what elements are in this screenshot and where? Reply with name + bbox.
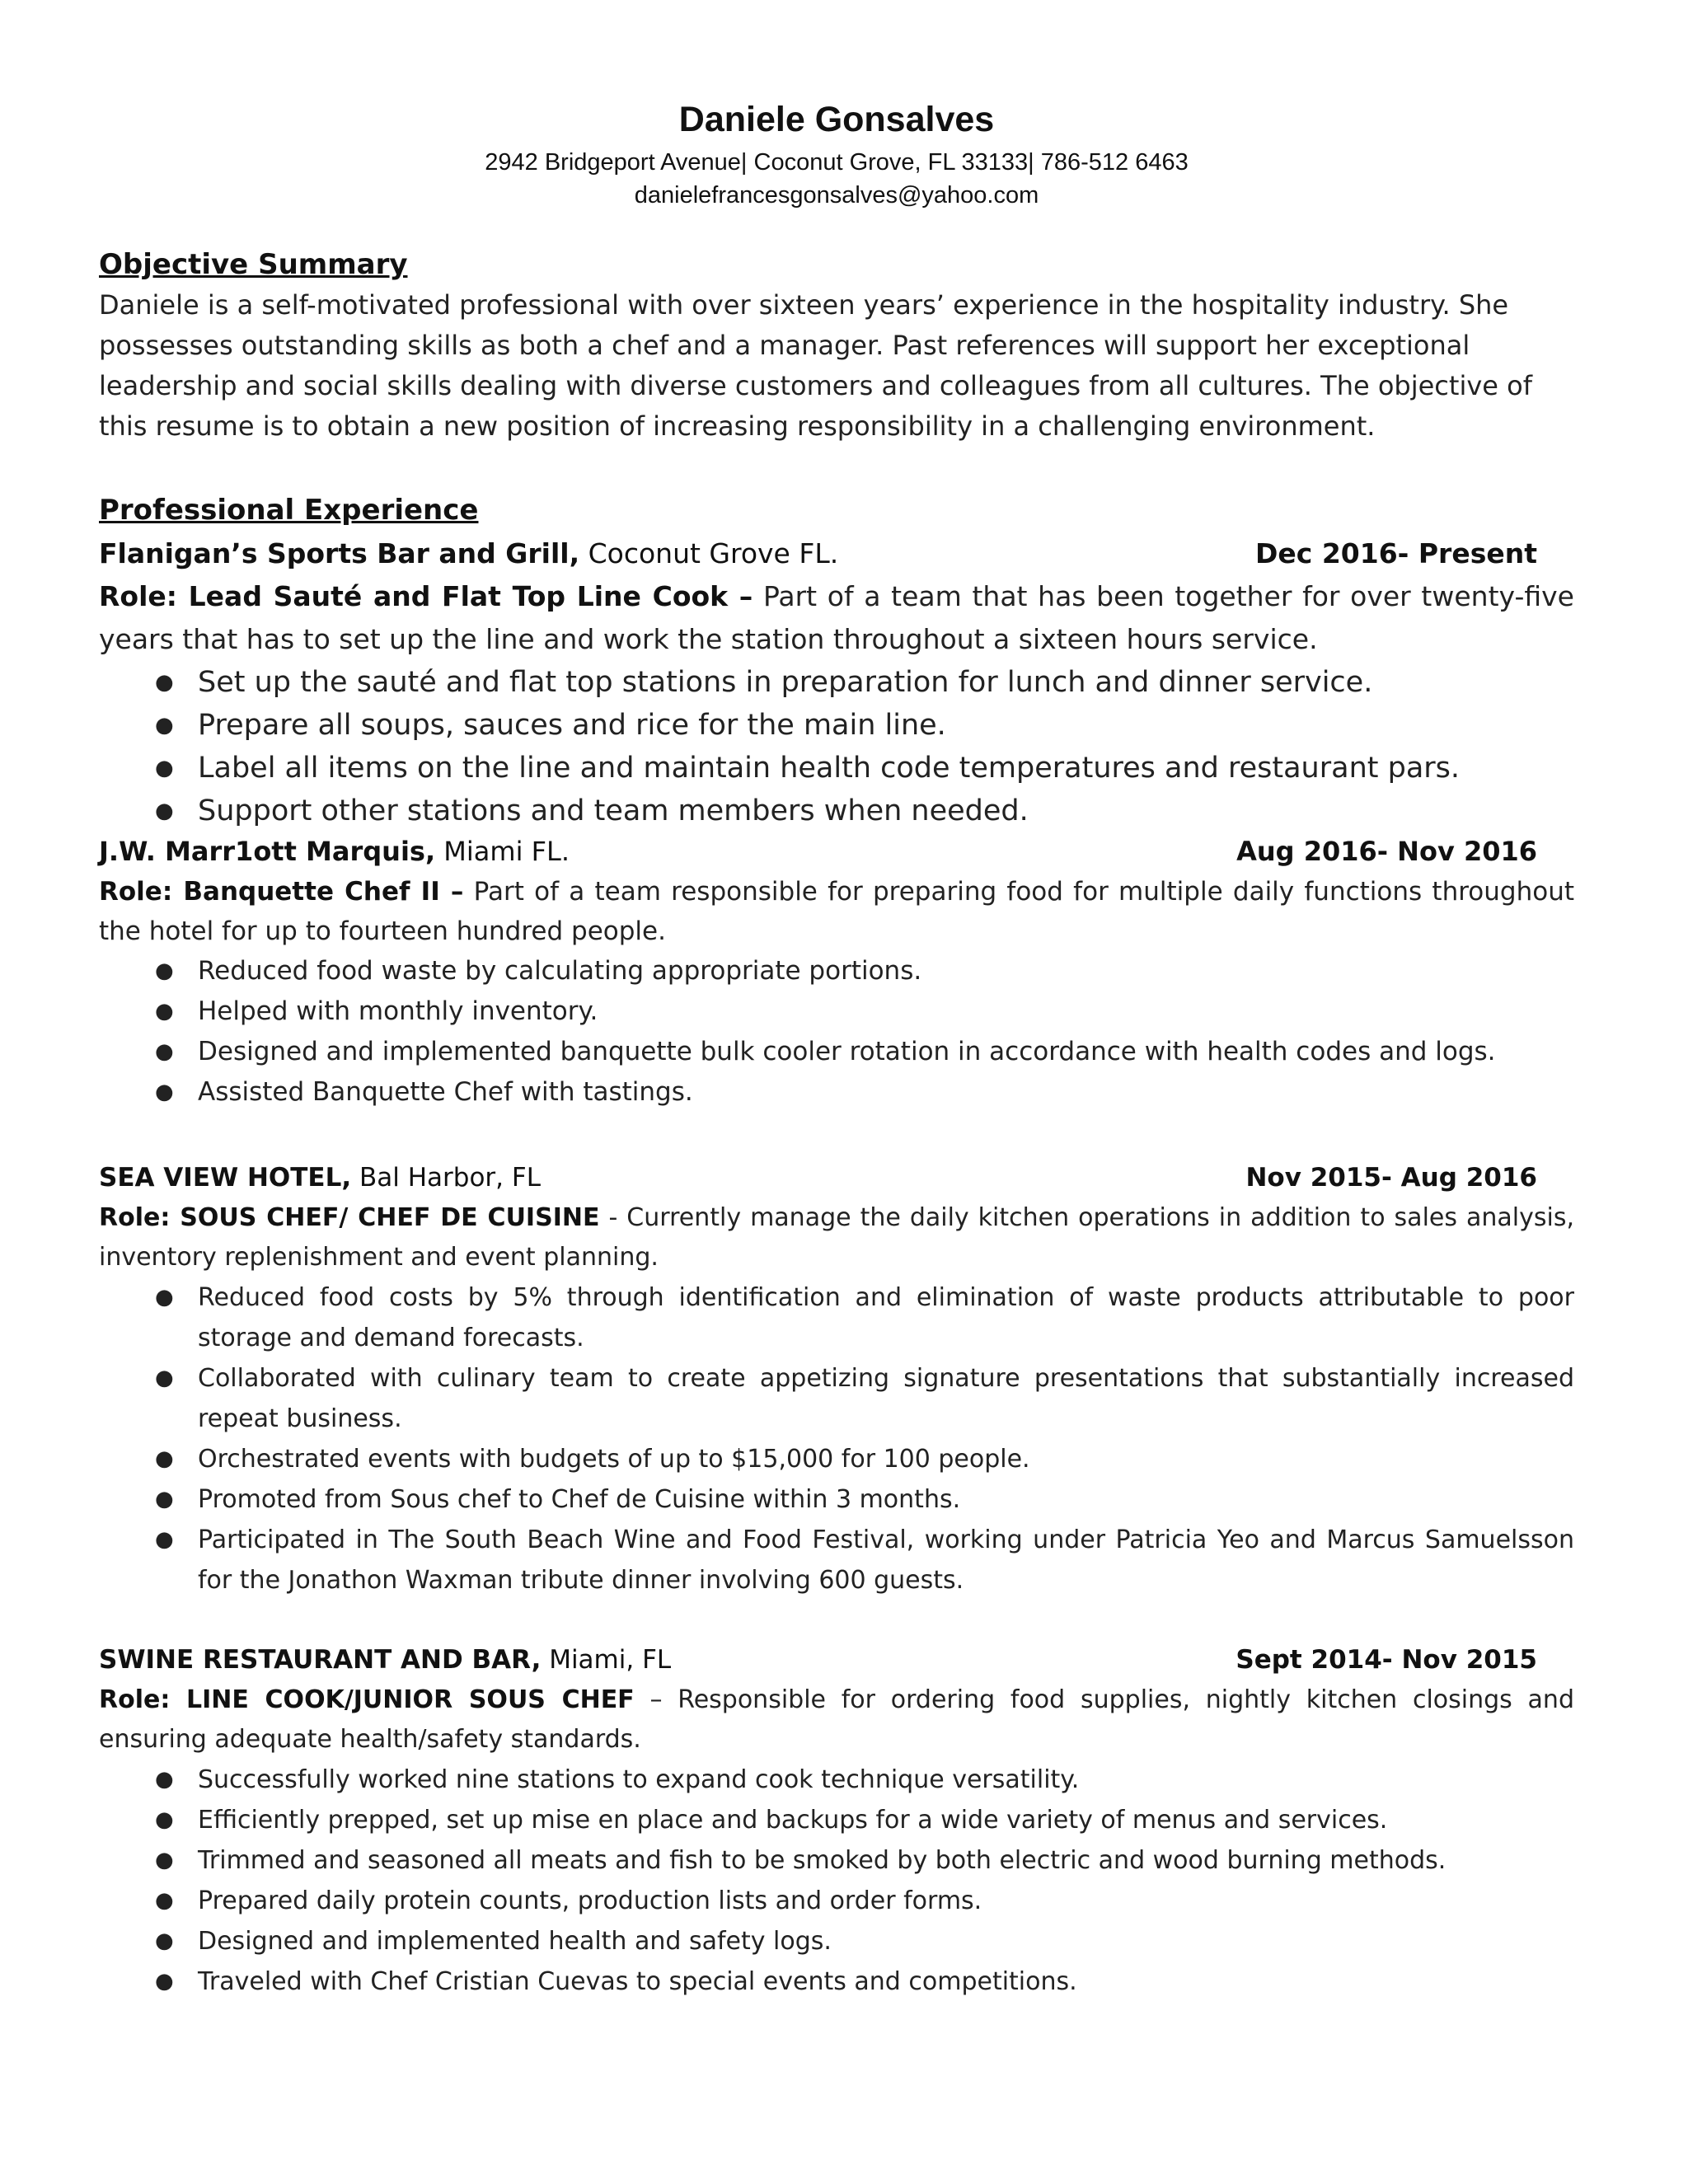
duty-text: Successfully worked nine stations to expand cook technique versatility. (198, 1765, 1080, 1794)
duties-list (99, 951, 1574, 1113)
bullet-icon: ● (155, 999, 174, 1024)
role-title: Role: SOUS CHEF/ CHEF DE CUISINE (99, 1203, 600, 1232)
employer-location: Coconut Grove FL. (579, 537, 839, 569)
duties-list (99, 661, 1574, 832)
duty-text: Trimmed and seasoned all meats and fish to be smoked by both electric and wood burning methods. (198, 1846, 1447, 1875)
duty-item (99, 1840, 1574, 1881)
duty-item (99, 1032, 1574, 1072)
role-title: Role: Banquette Chef II – (99, 877, 464, 907)
duty-item (99, 1479, 1574, 1520)
employer-location: Miami, FL (541, 1645, 672, 1675)
duty-item (99, 1072, 1574, 1113)
duty-text: Label all items on the line and maintain health code temperatures and restaurant pars. (198, 752, 1461, 785)
resume-header (99, 95, 1574, 212)
bullet-icon: ● (155, 799, 174, 823)
duty-item (99, 704, 1574, 747)
duty-text: Traveled with Chef Cristian Cuevas to special events and competitions. (198, 1967, 1077, 1996)
role-description (99, 575, 1574, 661)
job-entry (99, 532, 1574, 832)
job-dates: Sept 2014- Nov 2015 (1236, 1645, 1537, 1675)
duty-text: Set up the sauté and flat top stations in preparation for lunch and dinner service. (198, 666, 1373, 699)
duty-item (99, 747, 1574, 790)
duty-item (99, 1881, 1574, 1921)
duty-text: Reduced food waste by calculating appropriate portions. (198, 956, 922, 986)
duty-item (99, 1277, 1574, 1358)
role-description (99, 1680, 1574, 1760)
duty-item (99, 1800, 1574, 1840)
bullet-icon: ● (155, 1039, 174, 1064)
duty-text: Designed and implemented banquette bulk cooler rotation in accordance with health codes and logs. (198, 1037, 1496, 1066)
duty-text: Orchestrated events with budgets of up to $15,000 for 100 people. (198, 1445, 1030, 1474)
role-description (99, 872, 1574, 951)
job-dates: Nov 2015- Aug 2016 (1245, 1163, 1537, 1193)
duty-text: Collaborated with culinary team to create appetizing signature presentations that substantially increased repeat business. (198, 1364, 1574, 1433)
employer-name: SWINE RESTAURANT AND BAR, (99, 1645, 542, 1675)
job-header (99, 831, 1574, 872)
employer-name: SEA VIEW HOTEL, (99, 1163, 352, 1193)
duty-item (99, 1961, 1574, 2002)
bullet-icon: ● (155, 1888, 174, 1913)
employer-name: J.W. Marr1ott Marquis, (99, 836, 436, 867)
duty-item (99, 1760, 1574, 1800)
job-entry (99, 831, 1574, 1113)
role-summary: – Responsible for ordering food supplies, nightly kitchen closings and ensuring adequate health/safety standards. (99, 1685, 1574, 1754)
job-entry (99, 1640, 1574, 2002)
duty-text: Efficiently prepped, set up mise en place and backups for a wide variety of menus and services. (198, 1806, 1388, 1835)
duty-text: Prepared daily protein counts, production lists and order forms. (198, 1886, 982, 1915)
job-header (99, 532, 1574, 575)
bullet-icon: ● (155, 1080, 174, 1104)
email-address: danielefrancesgonsalves@yahoo.com (634, 182, 1039, 209)
experience-heading: Professional Experience (99, 494, 479, 527)
duty-item (99, 1439, 1574, 1479)
employer-location: Miami FL. (435, 836, 570, 867)
duties-list (99, 1760, 1574, 2002)
objective-line: Daniele is a self-motivated professional with over sixteen years’ experience in the hospitality industry. She (99, 289, 1509, 321)
duties-list (99, 1277, 1574, 1601)
candidate-name: Daniele Gonsalves (678, 100, 995, 139)
objective-line: this resume is to obtain a new position of increasing responsibility in a challenging environment. (99, 410, 1376, 442)
bullet-icon: ● (155, 1969, 174, 1994)
bullet-icon: ● (155, 713, 174, 738)
objective-section (99, 244, 1574, 447)
duty-item (99, 1358, 1574, 1439)
duty-item (99, 1520, 1574, 1601)
duty-text: Prepare all soups, sauces and rice for the main line. (198, 709, 946, 742)
role-title: Role: Lead Sauté and Flat Top Line Cook – (99, 580, 753, 612)
bullet-icon: ● (155, 1929, 174, 1953)
duty-item (99, 1921, 1574, 1961)
role-summary: Part of a team that has been together for over twenty-five years that has to set up the line and work the station throughout a sixteen hours service. (99, 580, 1574, 655)
bullet-icon: ● (155, 1807, 174, 1832)
bullet-icon: ● (155, 756, 174, 780)
duty-text: Designed and implemented health and safety logs. (198, 1927, 832, 1956)
duty-item (99, 790, 1574, 832)
duty-text: Promoted from Sous chef to Chef de Cuisine within 3 months. (198, 1485, 961, 1514)
job-dates: Aug 2016- Nov 2016 (1236, 836, 1537, 867)
bullet-icon: ● (155, 670, 174, 695)
role-title: Role: LINE COOK/JUNIOR SOUS CHEF (99, 1685, 635, 1714)
duty-item (99, 951, 1574, 991)
bullet-icon: ● (155, 1366, 174, 1390)
duty-text: Participated in The South Beach Wine and Food Festival, working under Patricia Yeo and Marcus Samuelsson for the Jonathon Waxman tribute dinner involving 600 guests. (198, 1526, 1574, 1595)
bullet-icon: ● (155, 1767, 174, 1792)
bullet-icon: ● (155, 958, 174, 983)
objective-line: possesses outstanding skills as both a chef and a manager. Past references will support her exceptional (99, 330, 1470, 361)
objective-line: leadership and social skills dealing with diverse customers and colleagues from all cultures. The objective of (99, 370, 1532, 401)
duty-item (99, 661, 1574, 704)
bullet-icon: ● (155, 1446, 174, 1471)
role-summary: - Currently manage the daily kitchen operations in addition to sales analysis, inventory replenishment and event planning. (99, 1203, 1574, 1272)
bullet-icon: ● (155, 1527, 174, 1552)
experience-heading-wrap (99, 490, 1574, 531)
duty-item (99, 991, 1574, 1032)
duty-text: Helped with monthly inventory. (198, 996, 598, 1026)
contact-line: 2942 Bridgeport Avenue| Coconut Grove, FL 33133| 786-512 6463 (485, 149, 1189, 176)
employer-location: Bal Harbor, FL (351, 1163, 541, 1193)
bullet-icon: ● (155, 1487, 174, 1511)
duty-text: Assisted Banquette Chef with tastings. (198, 1077, 693, 1107)
job-header (99, 1158, 1574, 1198)
duty-text: Support other stations and team members when needed. (198, 794, 1029, 827)
role-summary: Part of a team responsible for preparing food for multiple daily functions throughout the hotel for up to fourteen hundred people. (99, 877, 1574, 946)
job-dates: Dec 2016- Present (1255, 537, 1537, 569)
role-description (99, 1198, 1574, 1277)
job-entry (99, 1158, 1574, 1601)
objective-heading: Objective Summary (99, 248, 408, 281)
duty-text: Reduced food costs by 5% through identification and elimination of waste products attributable to poor storage and demand forecasts. (198, 1283, 1574, 1352)
employer-name: Flanigan’s Sports Bar and Grill, (99, 537, 580, 569)
job-header (99, 1640, 1574, 1680)
bullet-icon: ● (155, 1285, 174, 1310)
bullet-icon: ● (155, 1848, 174, 1872)
